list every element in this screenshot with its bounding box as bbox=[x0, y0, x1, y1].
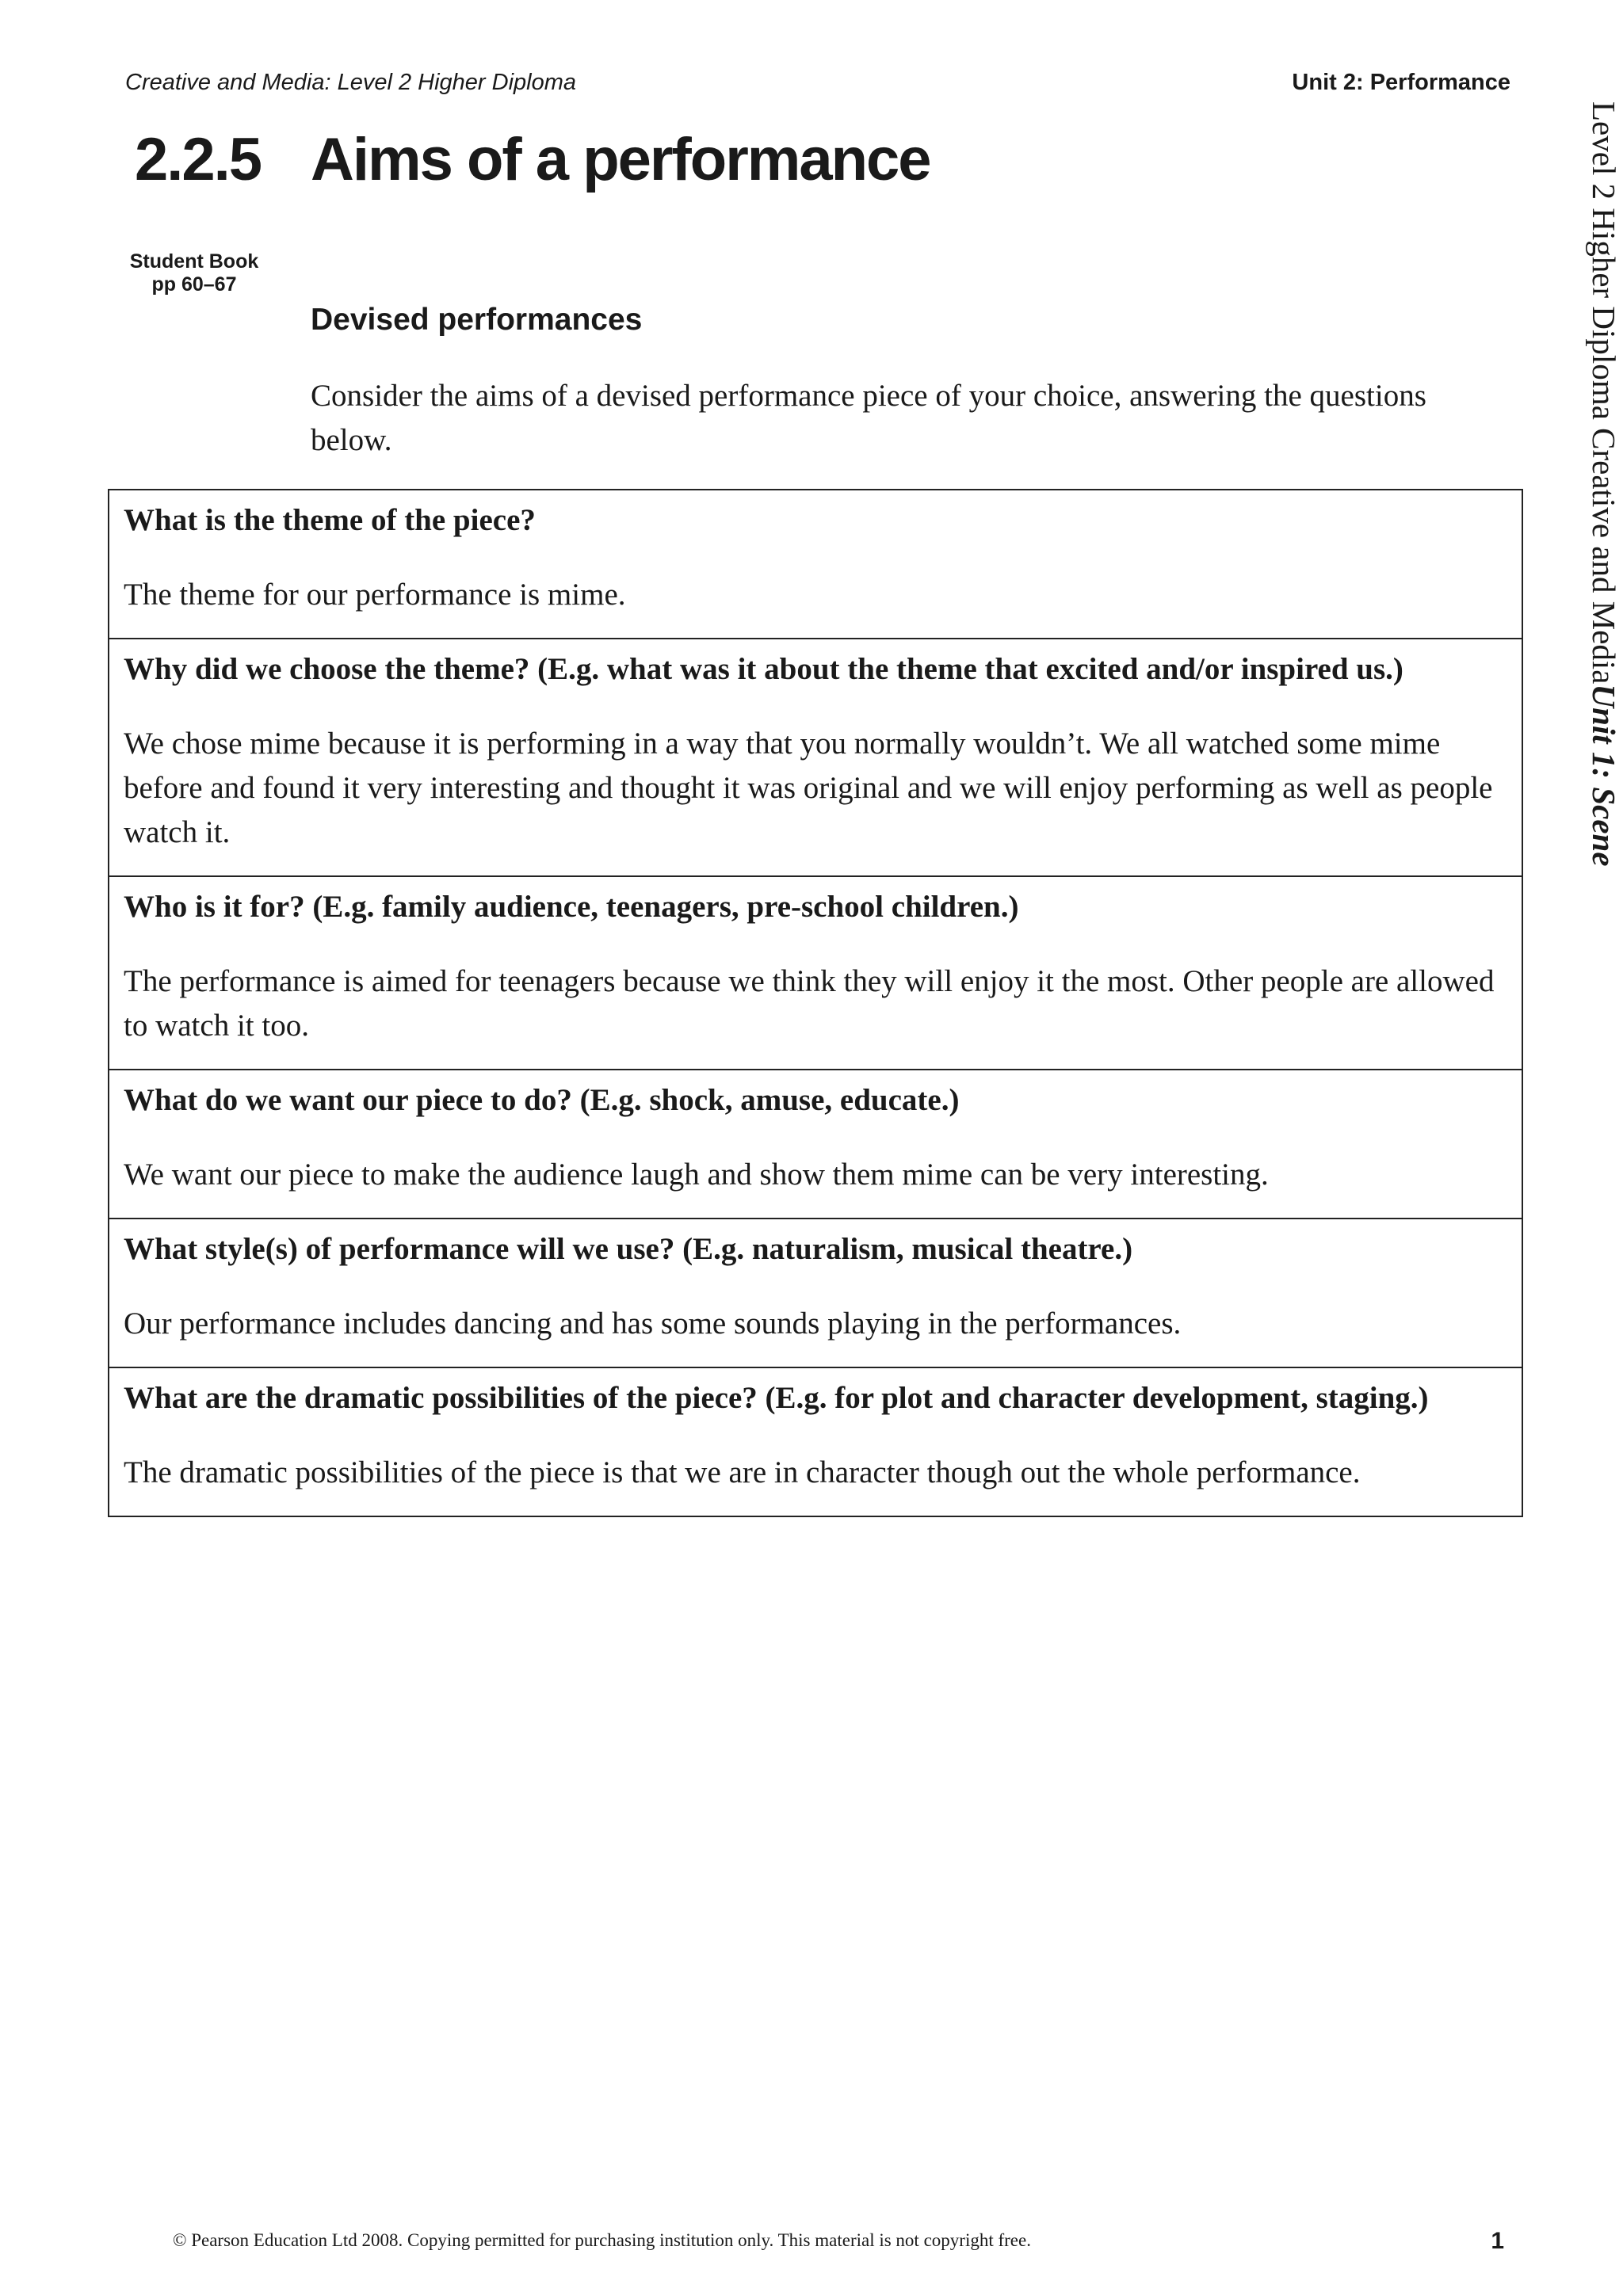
intro-text: Consider the aims of a devised performance piece of your choice, answering the questions below. bbox=[311, 379, 1426, 457]
question-text: Who is it for? (E.g. family audience, teenagers, pre-school children.) bbox=[124, 890, 1019, 924]
page-number: 1 bbox=[1491, 2228, 1504, 2254]
section-title bbox=[135, 125, 930, 194]
section-number: 2.2.5 bbox=[135, 126, 262, 193]
questions-table bbox=[108, 489, 1523, 1517]
question-row bbox=[109, 1219, 1522, 1368]
question-row bbox=[109, 877, 1522, 1070]
answer-text: The theme for our performance is mime. bbox=[124, 578, 626, 612]
book-ref-title: Student Book bbox=[129, 250, 259, 273]
question-text: What is the theme of the piece? bbox=[124, 503, 536, 537]
section-title-text: Aims of a performance bbox=[311, 126, 930, 193]
running-header-right: Unit 2: Performance bbox=[1292, 70, 1510, 95]
student-book-reference bbox=[119, 250, 269, 296]
answer-text: We chose mime because it is performing in a way that you normally wouldn’t. We all watched some mime before and found it very interesting and thought it was original and we will enjoy performing as well as people watch it. bbox=[124, 727, 1493, 849]
answer-text: The performance is aimed for teenagers because we think they will enjoy it the most. Other people are allowed to watch it too. bbox=[124, 964, 1495, 1043]
question-text: What style(s) of performance will we use? (E.g. naturalism, musical theatre.) bbox=[124, 1232, 1133, 1266]
question-row bbox=[109, 490, 1522, 639]
question-row bbox=[109, 639, 1522, 877]
book-ref-pages: pp 60–67 bbox=[151, 273, 237, 296]
vertical-side-label bbox=[1585, 101, 1623, 867]
question-row bbox=[109, 1368, 1522, 1516]
question-text: What do we want our piece to do? (E.g. shock, amuse, educate.) bbox=[124, 1083, 960, 1117]
question-text: What are the dramatic possibilities of the piece? (E.g. for plot and character development, staging.) bbox=[124, 1381, 1429, 1415]
answer-text: Our performance includes dancing and has some sounds playing in the performances. bbox=[124, 1306, 1182, 1341]
answer-text: We want our piece to make the audience laugh and show them mime can be very interesting. bbox=[124, 1158, 1269, 1192]
subheading: Devised performances bbox=[311, 303, 643, 337]
side-label-unit: Unit 1: Scene bbox=[1586, 684, 1622, 867]
answer-text: The dramatic possibilities of the piece is that we are in character though out the whole performance. bbox=[124, 1455, 1361, 1489]
copyright-footer: © Pearson Education Ltd 2008. Copying permitted for purchasing institution only. This material is not copyright free. bbox=[173, 2230, 1031, 2250]
running-header-left: Creative and Media: Level 2 Higher Diploma bbox=[125, 70, 577, 95]
question-text: Why did we choose the theme? (E.g. what was it about the theme that excited and/or inspired us.) bbox=[124, 652, 1403, 686]
question-row bbox=[109, 1070, 1522, 1219]
side-label-main: Level 2 Higher Diploma Creative and Media bbox=[1586, 101, 1622, 685]
